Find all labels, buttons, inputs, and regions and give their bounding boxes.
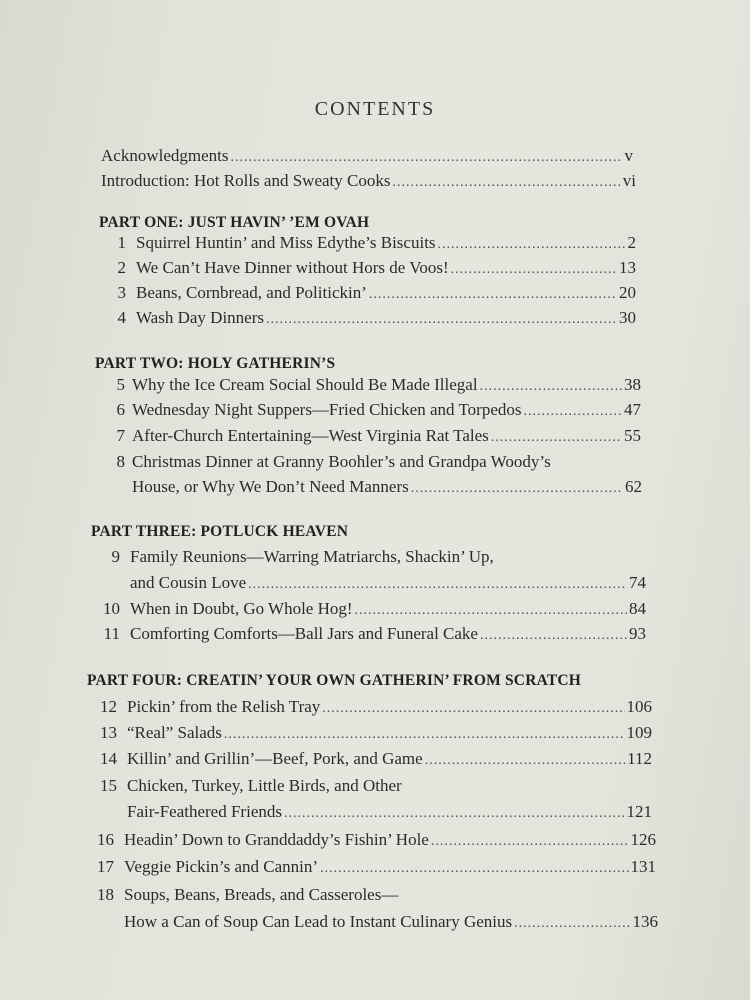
entry-title: Headin’ Down to Granddaddy’s Fishin’ Hole [124, 830, 429, 849]
toc-entry [132, 375, 641, 395]
dot-leader [514, 916, 630, 932]
dot-leader [224, 727, 625, 743]
dot-leader [248, 577, 627, 593]
entry-page: 109 [626, 723, 652, 742]
part-heading: PART FOUR: CREATIN’ YOUR OWN GATHERIN’ FROM SCRATCH [87, 672, 582, 689]
chapter-number: 10 [103, 599, 120, 618]
entry-title: Squirrel Huntin’ and Miss Edythe’s Biscuits [136, 233, 436, 252]
chapter-number: 17 [97, 857, 114, 876]
entry-page: 112 [627, 749, 652, 768]
dot-leader [320, 861, 628, 877]
page-title: CONTENTS [314, 98, 436, 120]
toc-entry [132, 477, 642, 497]
entry-page: 136 [632, 912, 658, 931]
entry-page: 2 [627, 233, 636, 252]
entry-title: Veggie Pickin’s and Cannin’ [124, 857, 319, 876]
entry-title: After-Church Entertaining—West Virginia Rat Tales [132, 426, 489, 445]
dot-leader [392, 175, 620, 191]
entry-page: 131 [630, 857, 656, 876]
dot-leader [438, 237, 626, 253]
entry-title: Beans, Cornbread, and Politickin’ [136, 283, 367, 302]
chapter-number: 7 [116, 426, 125, 445]
entry-page: 126 [630, 830, 656, 849]
chapter-number: 6 [116, 400, 125, 419]
dot-leader [284, 806, 625, 822]
dot-leader [230, 150, 622, 166]
part-heading: PART TWO: HOLY GATHERIN’S [95, 355, 336, 372]
entry-page: 55 [624, 426, 641, 445]
toc-entry [130, 624, 646, 644]
entry-page: 74 [629, 573, 646, 592]
entry-title-line2: and Cousin Love [130, 573, 247, 592]
dot-leader [322, 701, 624, 717]
toc-entry [132, 426, 641, 446]
toc-entry-acknowledgments [101, 146, 633, 166]
entry-page: 62 [625, 477, 642, 496]
toc-entry [127, 749, 652, 769]
entry-title-line1: Family Reunions—Warring Matriarchs, Shackin’ Up, [130, 547, 494, 566]
chapter-number: 8 [116, 452, 125, 471]
chapter-number: 2 [117, 258, 126, 277]
chapter-number: 12 [100, 697, 117, 716]
chapter-number: 16 [97, 830, 114, 849]
chapter-number: 9 [111, 547, 120, 566]
dot-leader [523, 404, 622, 420]
entry-title-line2: Fair-Feathered Friends [127, 802, 282, 821]
entry-title: Killin’ and Grillin’—Beef, Pork, and Game [127, 749, 423, 768]
entry-page: 106 [626, 697, 652, 716]
dot-leader [480, 379, 622, 395]
entry-page: 20 [619, 283, 636, 302]
dot-leader [431, 834, 629, 850]
entry-page: 84 [629, 599, 646, 618]
entry-page: vi [622, 171, 636, 190]
dot-leader [425, 753, 625, 769]
dot-leader [451, 262, 617, 278]
entry-title-line1: Soups, Beans, Breads, and Casseroles— [124, 885, 399, 904]
entry-title: When in Doubt, Go Whole Hog! [130, 599, 353, 618]
chapter-number: 13 [100, 723, 117, 742]
entry-page: 13 [619, 258, 636, 277]
part-heading: PART THREE: POTLUCK HEAVEN [91, 523, 349, 540]
dot-leader [491, 430, 622, 446]
toc-entry [127, 697, 652, 717]
toc-entry [136, 283, 636, 303]
toc-entry [127, 802, 652, 822]
toc-entry [124, 912, 658, 932]
entry-title: Wednesday Night Suppers—Fried Chicken and Torpedos [132, 400, 522, 419]
entry-title-line1: Christmas Dinner at Granny Boohler’s and Grandpa Woody’s [132, 452, 551, 471]
entry-page: 93 [629, 624, 646, 643]
entry-page: 30 [619, 308, 636, 327]
dot-leader [369, 287, 617, 303]
chapter-number: 15 [100, 776, 117, 795]
toc-entry [124, 857, 656, 877]
chapter-number: 4 [117, 308, 126, 327]
entry-title-line2: How a Can of Soup Can Lead to Instant Culinary Genius [124, 912, 513, 931]
toc-entry [127, 723, 652, 743]
toc-entry-introduction [101, 171, 636, 191]
entry-title: Why the Ice Cream Social Should Be Made Illegal [132, 375, 478, 394]
entry-page: 121 [626, 802, 652, 821]
toc-entry [136, 308, 636, 328]
entry-page: v [624, 146, 633, 165]
entry-page: 38 [624, 375, 641, 394]
entry-title: “Real” Salads [127, 723, 222, 742]
toc-entry [130, 599, 646, 619]
chapter-number: 3 [117, 283, 126, 302]
entry-page: 47 [624, 400, 641, 419]
toc-entry [124, 830, 656, 850]
chapter-number: 1 [117, 233, 126, 252]
entry-title-line1: Chicken, Turkey, Little Birds, and Other [127, 776, 402, 795]
entry-title-line2: House, or Why We Don’t Need Manners [132, 477, 409, 496]
entry-title: Introduction: Hot Rolls and Sweaty Cooks [101, 171, 391, 190]
chapter-number: 18 [97, 885, 114, 904]
dot-leader [266, 312, 617, 328]
entry-title: Wash Day Dinners [136, 308, 264, 327]
entry-title: We Can’t Have Dinner without Hors de Voos! [136, 258, 449, 277]
dot-leader [411, 481, 623, 497]
toc-entry [136, 258, 636, 278]
dot-leader [355, 603, 627, 619]
chapter-number: 5 [116, 375, 125, 394]
entry-title: Comforting Comforts—Ball Jars and Funeral Cake [130, 624, 478, 643]
chapter-number: 11 [103, 624, 120, 643]
dot-leader [480, 628, 627, 644]
entry-title: Pickin’ from the Relish Tray [127, 697, 321, 716]
toc-entry [132, 400, 641, 420]
entry-title: Acknowledgments [101, 146, 229, 165]
toc-entry [136, 233, 636, 253]
toc-entry [130, 573, 646, 593]
part-heading: PART ONE: JUST HAVIN’ ’EM OVAH [99, 214, 370, 231]
chapter-number: 14 [100, 749, 117, 768]
